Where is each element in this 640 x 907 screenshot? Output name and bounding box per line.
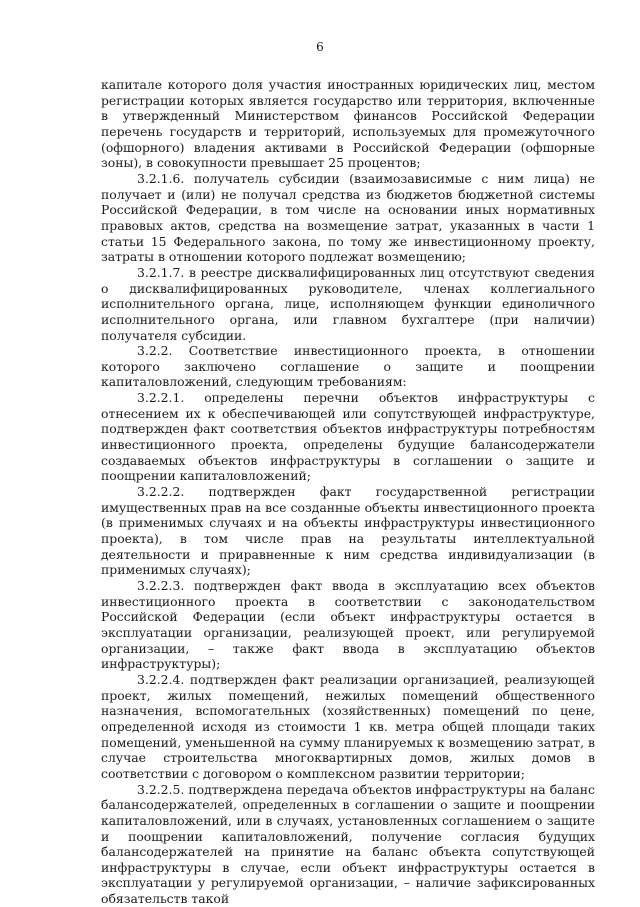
paragraph-3-2-1-6: 3.2.1.6. получатель субсидии (взаимозависимые с ним лица) не получает и (или) не получал средства из бюджетов бюджетной системы Российской Федерации, в том числе на основании иных нормативных правовых актов, средства на возмещение затрат, указанных в части 1 статьи 15 Федерального закона, по тому же инвестиционному проекту, затраты в отношении которого подлежат возмещению;: [101, 170, 595, 265]
document-body: [101, 77, 595, 907]
paragraph-3-2-2-4: 3.2.2.4. подтвержден факт реализации организацией, реализующей проект, жилых помещений, нежилых помещений общественного назначения, вспомогательных (хозяйственных) помещений по цене, определенной исходя из стоимости 1 кв. метра общей площади таких помещений, уменьшенной на сумму планируемых к возмещению затрат, в случае строительства многоквартирных домов, жилых домов в соответствии с договором о комплексном развитии территории;: [101, 671, 595, 781]
paragraph-3-2-2: 3.2.2. Соответствие инвестиционного проекта, в отношении которого заключено соглашение о защите и поощрении капиталовложений, следующим требованиям:: [101, 343, 595, 390]
paragraph-continuation: капитале которого доля участия иностранных юридических лиц, местом регистрации которых является государство или территория, включенные в утвержденный Министерством финансов Российской Федерации перечень государств и территорий, используемых для промежуточного (офшорного) владения активами в Российской Федерации (офшорные зоны), в совокупности превышает 25 процентов;: [101, 77, 595, 171]
paragraph-3-2-2-2: 3.2.2.2. подтвержден факт государственной регистрации имущественных прав на все созданные объекты инвестиционного проекта (в применимых случаях и на объекты инфраструктуры инвестиционного проекта), в том числе прав на результаты интеллектуальной деятельности и приравненные к ним средства индивидуализации (в применимых случаях);: [101, 484, 595, 578]
paragraph-3-2-2-1: 3.2.2.1. определены перечни объектов инфраструктуры с отнесением их к обеспечивающей или сопутствующей инфраструктуре, подтвержден факт соответствия объектов инфраструктуры потребностям инвестиционного проекта, определены будущие балансодержатели создаваемых объектов инфраструктуры в соглашении о защите и поощрении капиталовложений;: [101, 390, 595, 484]
page-number: 6: [316, 40, 324, 54]
paragraph-3-2-2-3: 3.2.2.3. подтвержден факт ввода в эксплуатацию всех объектов инвестиционного проекта в соответствии с законодательством Российской Федерации (если объект инфраструктуры остается в эксплуатации организации, реализующей проект, или регулируемой организации, – также факт ввода в эксплуатацию объектов инфраструктуры);: [101, 578, 595, 672]
paragraph-3-2-2-5: 3.2.2.5. подтверждена передача объектов инфраструктуры на баланс балансодержателей, определенных в соглашении о защите и поощрении капиталовложений, или в случаях, установленных соглашением о защите и поощрении капиталовложений, получение согласия будущих балансодержателей на принятие на баланс объекта сопутствующей инфраструктуры в случае, если объект инфраструктуры остается в эксплуатации у регулируемой организации, – наличие зафиксированных обязательств такой: [101, 781, 595, 907]
paragraph-3-2-1-7: 3.2.1.7. в реестре дисквалифицированных лиц отсутствуют сведения о дисквалифицированных руководителе, членах коллегиального исполнительного органа, лице, исполняющем функции единоличного исполнительного органа, или главном бухгалтере (при наличии) получателя субсидии.: [101, 264, 595, 343]
